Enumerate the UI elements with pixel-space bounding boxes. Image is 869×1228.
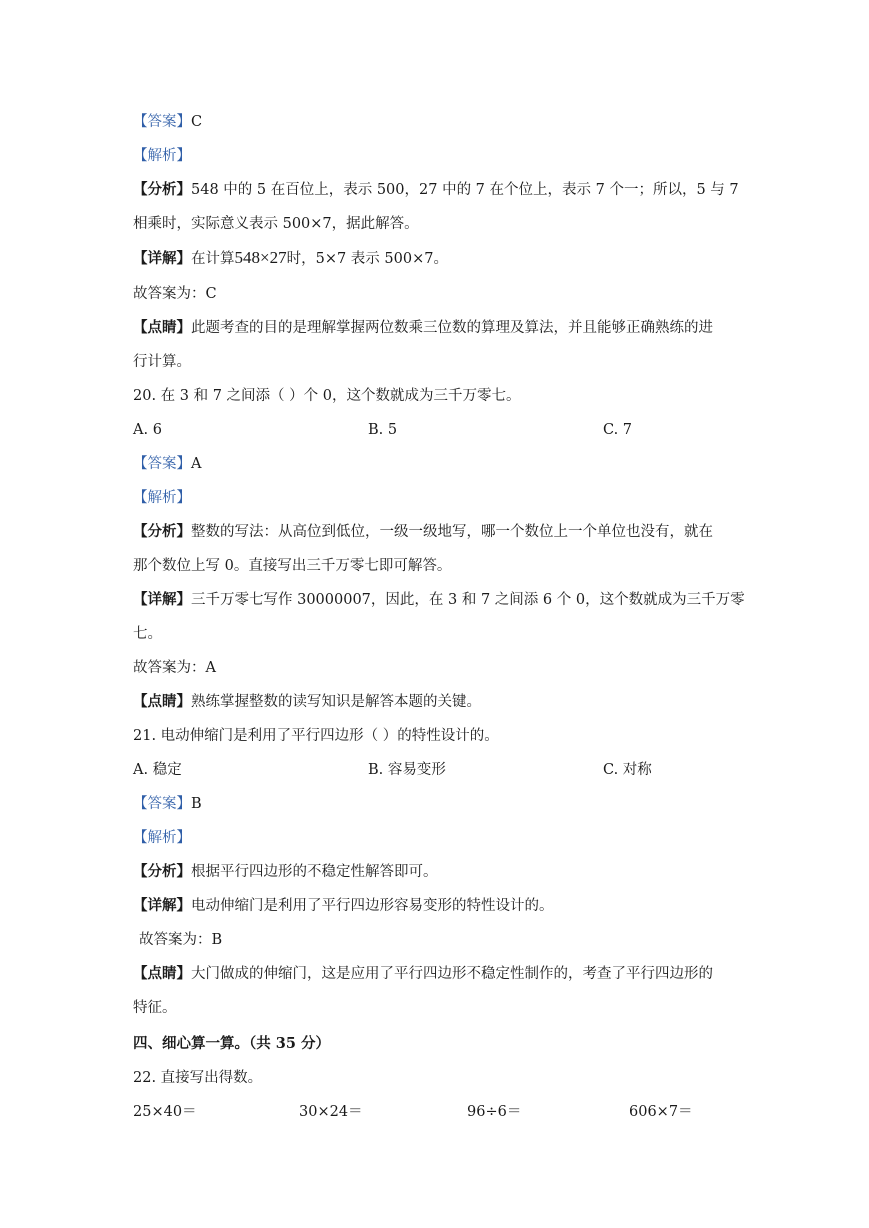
xiangjie-text: 电动伸缩门是利用了平行四边形容易变形的特性设计的。: [191, 898, 554, 914]
dianjing-text: 此题考查的目的是理解掌握两位数乘三位数的算理及算法，并且能够正确熟练的进: [191, 320, 713, 336]
option-b: B. 5: [368, 422, 398, 438]
option-a: A. 6: [133, 422, 162, 438]
xiangjie-post: 时，5×7 表示 500×7。: [286, 251, 448, 267]
dianjing-line-cont: 行计算。: [133, 354, 191, 370]
option-a: A. 稳定: [133, 762, 182, 778]
dianjing-tag: 【点睛】: [133, 319, 191, 336]
xiangjie-tag: 【详解】: [133, 250, 191, 267]
calc-item: 606×7＝: [629, 1104, 693, 1120]
answer-line-20: [133, 454, 201, 474]
option-c: C. 7: [603, 422, 633, 438]
final-answer: 故答案为：B: [139, 932, 223, 948]
answer-tag: 【答案】: [133, 456, 191, 472]
fenxi-line: [133, 862, 438, 882]
fenxi-line: [133, 522, 713, 542]
dianjing-line: [133, 318, 713, 338]
xiangjie-pre: 在计算: [191, 251, 235, 267]
fenxi-line: [133, 180, 739, 200]
fenxi-tag: 【分析】: [133, 523, 191, 540]
fenxi-tag: 【分析】: [133, 181, 191, 198]
fenxi-text: 根据平行四边形的不稳定性解答即可。: [191, 864, 438, 880]
xiangjie-line-cont: 七。: [133, 626, 162, 642]
answer-value: B: [191, 796, 202, 812]
answer-tag: 【答案】: [133, 796, 191, 812]
answer-value: C: [191, 114, 203, 130]
dianjing-line: [133, 692, 481, 712]
option-c: C. 对称: [603, 762, 652, 778]
calc-item: 30×24＝: [299, 1104, 363, 1120]
dianjing-text: 大门做成的伸缩门，这是应用了平行四边形不稳定性制作的，考查了平行四边形的: [191, 966, 713, 982]
question-20: 20. 在 3 和 7 之间添（ ）个 0，这个数就成为三千万零七。: [133, 388, 521, 404]
dianjing-text: 熟练掌握整数的读写知识是解答本题的关键。: [191, 694, 481, 710]
analysis-tag: 【解析】: [133, 830, 191, 846]
option-b: B. 容易变形: [368, 762, 446, 778]
xiangjie-tag: 【详解】: [133, 897, 191, 914]
answer-value: A: [191, 456, 202, 472]
final-answer: 故答案为：A: [133, 660, 216, 676]
xiangjie-line: [133, 896, 554, 916]
fenxi-line-cont: 相乘时，实际意义表示 500×7，据此解答。: [133, 216, 419, 232]
fenxi-text: 548 中的 5 在百位上，表示 500，27 中的 7 在个位上，表示 7 个一；所以，5 与 7: [191, 182, 739, 198]
calc-item: 25×40＝: [133, 1104, 197, 1120]
xiangjie-line: [133, 248, 448, 269]
analysis-tag: 【解析】: [133, 148, 191, 164]
question-21: 21. 电动伸缩门是利用了平行四边形（ ）的特性设计的。: [133, 728, 499, 744]
final-answer: 故答案为：C: [133, 286, 217, 302]
calc-item: 96÷6＝: [467, 1104, 522, 1120]
answer-tag: 【答案】: [133, 114, 191, 130]
dianjing-tag: 【点睛】: [133, 693, 191, 710]
math-expression: 548×27: [234, 248, 287, 267]
xiangjie-text: 三千万零七写作 30000007，因此，在 3 和 7 之间添 6 个 0，这个数就成为三千万零: [191, 592, 745, 608]
xiangjie-line: [133, 590, 745, 610]
dianjing-line: [133, 964, 713, 984]
analysis-tag: 【解析】: [133, 490, 191, 506]
fenxi-text: 整数的写法：从高位到低位，一级一级地写，哪一个数位上一个单位也没有，就在: [191, 524, 713, 540]
dianjing-tag: 【点睛】: [133, 965, 191, 982]
xiangjie-tag: 【详解】: [133, 591, 191, 608]
fenxi-line-cont: 那个数位上写 0。直接写出三千万零七即可解答。: [133, 558, 452, 574]
dianjing-line-cont: 特征。: [133, 1000, 177, 1016]
answer-line-21: [133, 794, 202, 814]
answer-line-19: [133, 112, 202, 132]
fenxi-tag: 【分析】: [133, 863, 191, 880]
question-22: 22. 直接写出得数。: [133, 1070, 263, 1086]
section-heading: 四、细心算一算。（共 35 分）: [133, 1035, 331, 1052]
